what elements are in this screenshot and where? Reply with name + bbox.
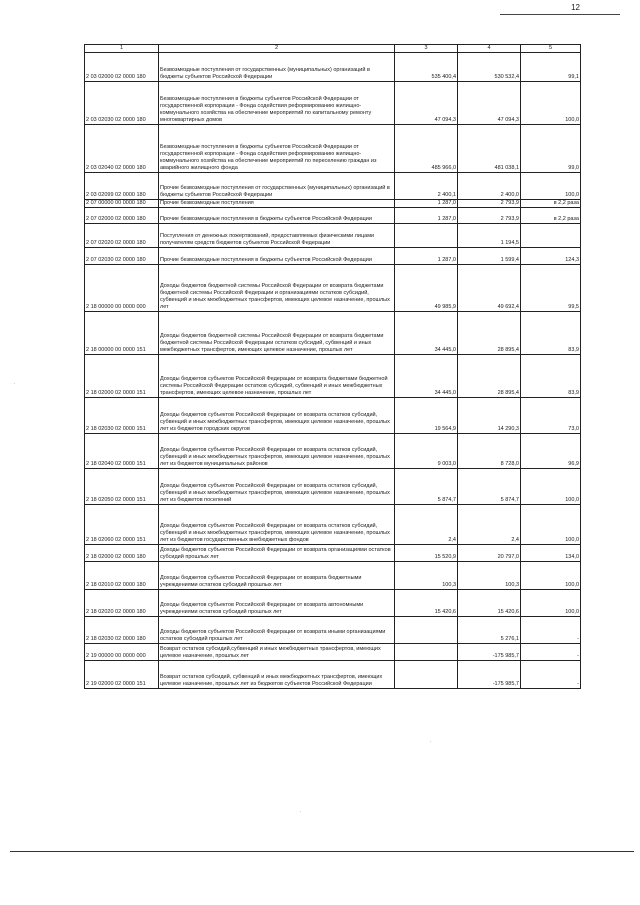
value-col3 [395,644,458,661]
value-col3: 47 094,3 [395,82,458,125]
value-col3: 100,3 [395,562,458,590]
value-col4: 15 420,6 [458,590,521,617]
revenue-name: Прочие безвозмездные поступления в бюджеты субъектов Российской Федерации [159,208,395,224]
value-col3: 19 564,9 [395,398,458,434]
bottom-rule [10,851,634,852]
table-row [85,208,581,224]
revenue-name: Доходы бюджетов субъектов Российской Федерации от возврата остатков субсидий, субвенций и иных межбюджетных трансфертов, имеющих целевое назначение, прошлых лет из бюджетов поселений [159,469,395,505]
value-col3: 5 874,7 [395,469,458,505]
budget-code: 2 03 02000 02 0000 180 [85,53,159,82]
column-header: 3 [395,45,458,53]
revenue-name: Доходы бюджетов субъектов Российской Федерации от возврата иными организациями остатков субсидий прошлых лет [159,617,395,644]
revenue-name: Безвозмездные поступления в бюджеты субъектов Российской Федерации от государственной корпорации - Фонда содействия реформированию жилищно-коммунального хозяйства на обеспечение мероприятий по переселению граждан из аварийного жилищного фонда [159,125,395,173]
value-col4: 2,4 [458,505,521,545]
value-col5: 99,5 [521,265,581,312]
revenue-name: Доходы бюджетов субъектов Российской Федерации от возврата остатков субсидий, субвенций и иных межбюджетных трансфертов, имеющих целевое назначение, прошлых лет из бюджетов муниципальных районов [159,434,395,469]
table-row [85,82,581,125]
value-col3 [395,617,458,644]
value-col4: 2 793,9 [458,208,521,224]
value-col5: - [521,644,581,661]
table-header-row [85,45,581,53]
table-row [85,505,581,545]
table-row [85,545,581,562]
value-col5: 100,0 [521,505,581,545]
column-header: 4 [458,45,521,53]
revenue-name: Доходы бюджетов субъектов Российской Федерации от возврата бюджетами бюджетной системы Российской Федерации остатков субсидий, субвенций и иных межбюджетных трансфертов, имеющих целевое назначение, прошлых лет [159,355,395,398]
value-col5: 83,9 [521,312,581,355]
table-row [85,224,581,248]
table-row [85,661,581,689]
column-header: 1 [85,45,159,53]
budget-code: 2 18 02060 02 0000 151 [85,505,159,545]
budget-code: 2 18 02010 02 0000 180 [85,562,159,590]
revenue-name: Доходы бюджетов субъектов Российской Федерации от возврата бюджетными учреждениями остатков субсидий прошлых лет [159,562,395,590]
value-col4: -175 985,7 [458,661,521,689]
budget-code: 2 18 00000 00 0000 151 [85,312,159,355]
budget-code: 2 07 02000 02 0000 180 [85,208,159,224]
revenue-name: Прочие безвозмездные поступления от государственных (муниципальных) организаций в бюджеты субъектов Российской Федерации [159,173,395,200]
value-col3: 34 445,0 [395,355,458,398]
value-col3: 15 420,6 [395,590,458,617]
value-col3: 34 445,0 [395,312,458,355]
budget-code: 2 03 02040 02 0000 180 [85,125,159,173]
scan-speck: . [14,380,16,386]
top-rule [500,14,620,15]
table-row [85,617,581,644]
table-row [85,469,581,505]
revenue-name: Безвозмездные поступления от государственных (муниципальных) организаций в бюджеты субъектов Российской Федерации [159,53,395,82]
revenue-name: Доходы бюджетов субъектов Российской Федерации от возврата автономными учреждениями остатков субсидий прошлых лет [159,590,395,617]
scan-speck: . [300,808,302,814]
value-col3: 2 400,1 [395,173,458,200]
value-col3: 15 520,9 [395,545,458,562]
value-col4: 530 532,4 [458,53,521,82]
value-col5: 100,0 [521,562,581,590]
budget-code: 2 07 00000 00 0000 180 [85,200,159,208]
revenue-name: Возврат остатков субсидий, субвенций и иных межбюджетных трансфертов, имеющих целевое назначение, прошлых лет из бюджетов субъектов Российской Федерации [159,661,395,689]
table-row [85,355,581,398]
table-row [85,644,581,661]
budget-revenue-table [84,44,581,689]
revenue-name: Доходы бюджетов бюджетной системы Российской Федерации от возврата бюджетами бюджетной системы Российской Федерации остатков субсидий, субвенций и иных межбюджетных трансфертов, имеющих целевое назначение, прошлых лет [159,312,395,355]
table-row [85,200,581,208]
value-col5: - [521,617,581,644]
revenue-name: Прочие безвозмездные поступления в бюджеты субъектов Российской Федерации [159,248,395,265]
value-col5: 100,0 [521,82,581,125]
value-col4: 28 895,4 [458,312,521,355]
revenue-name: Доходы бюджетов бюджетной системы Российской Федерации от возврата бюджетами бюджетной системы Российской Федерации и организациями остатков субсидий, субвенций и иных межбюджетных трансфертов, имеющих целевое назначение, прошлых лет [159,265,395,312]
value-col3: 535 400,4 [395,53,458,82]
budget-code: 2 18 02000 02 0000 180 [85,545,159,562]
value-col4: 28 895,4 [458,355,521,398]
budget-code: 2 18 02030 02 0000 180 [85,617,159,644]
table-row [85,53,581,82]
revenue-name: Возврат остатков субсидий,субвенций и иных межбюджетных трансфертов, имеющих целевое назначение, прошлых лет [159,644,395,661]
value-col5 [521,224,581,248]
value-col3: 9 003,0 [395,434,458,469]
revenue-name: Безвозмездные поступления в бюджеты субъектов Российской Федерации от государственной корпорации - Фонда содействия реформированию жилищно-коммунального хозяйства на обеспечение мероприятий по капитальному ремонту многоквартирных домов [159,82,395,125]
value-col4: 1 599,4 [458,248,521,265]
column-header: 5 [521,45,581,53]
value-col4: 20 797,0 [458,545,521,562]
scan-speck: . [430,738,432,744]
budget-code: 2 18 02020 02 0000 180 [85,590,159,617]
revenue-name: Прочие безвозмездные поступления [159,200,395,208]
table-row [85,173,581,200]
page-number: 12 [571,3,580,12]
budget-code: 2 18 02000 02 0000 151 [85,355,159,398]
budget-code: 2 18 00000 00 0000 000 [85,265,159,312]
budget-code: 2 07 02020 02 0000 180 [85,224,159,248]
revenue-name: Доходы бюджетов субъектов Российской Федерации от возврата остатков субсидий, субвенций и иных межбюджетных трансфертов, имеющих целевое назначение, прошлых лет из бюджетов городских округов [159,398,395,434]
value-col4: 100,3 [458,562,521,590]
value-col5: 100,0 [521,469,581,505]
budget-code: 2 03 02030 02 0000 180 [85,82,159,125]
table-row [85,125,581,173]
table-row [85,434,581,469]
value-col4: 2 400,0 [458,173,521,200]
value-col4: 2 793,9 [458,200,521,208]
table-row [85,562,581,590]
table-row [85,590,581,617]
budget-code: 2 07 02030 02 0000 180 [85,248,159,265]
value-col5: в 2,2 раза [521,200,581,208]
value-col4: 49 692,4 [458,265,521,312]
revenue-name: Доходы бюджетов субъектов Российской Федерации от возврата организациями остатков субсидий прошлых лет [159,545,395,562]
table-row [85,248,581,265]
value-col5: 124,3 [521,248,581,265]
budget-code: 2 19 02000 02 0000 151 [85,661,159,689]
value-col5: в 2,2 раза [521,208,581,224]
value-col3: 1 287,0 [395,208,458,224]
value-col3: 1 287,0 [395,248,458,265]
value-col4: 8 728,0 [458,434,521,469]
table-row [85,265,581,312]
value-col3: 485 966,0 [395,125,458,173]
value-col3: 2,4 [395,505,458,545]
value-col3 [395,661,458,689]
budget-code: 2 18 02030 02 0000 151 [85,398,159,434]
value-col5: - [521,661,581,689]
value-col5: 99,1 [521,53,581,82]
value-col3: 1 287,0 [395,200,458,208]
value-col5: 134,0 [521,545,581,562]
value-col3 [395,224,458,248]
value-col4: 1 194,5 [458,224,521,248]
column-header: 2 [159,45,395,53]
value-col4: -175 985,7 [458,644,521,661]
value-col4: 5 276,1 [458,617,521,644]
budget-code: 2 18 02050 02 0000 151 [85,469,159,505]
revenue-name: Поступления от денежных пожертвований, предоставляемых физическими лицами получателям средств бюджетов субъектов Российской Федерации [159,224,395,248]
value-col4: 5 874,7 [458,469,521,505]
budget-code: 2 03 02099 02 0000 180 [85,173,159,200]
revenue-name: Доходы бюджетов субъектов Российской Федерации от возврата остатков субсидий, субвенций и иных межбюджетных трансфертов, имеющих целевое назначение, прошлых лет из бюджетов государственных внебюджетных фондов [159,505,395,545]
table-row [85,398,581,434]
value-col5: 100,0 [521,590,581,617]
table-row [85,312,581,355]
value-col4: 481 038,1 [458,125,521,173]
value-col5: 99,0 [521,125,581,173]
value-col5: 96,9 [521,434,581,469]
value-col4: 14 290,3 [458,398,521,434]
budget-code: 2 19 00000 00 0000 000 [85,644,159,661]
value-col4: 47 094,3 [458,82,521,125]
value-col3: 49 985,9 [395,265,458,312]
value-col5: 73,0 [521,398,581,434]
budget-code: 2 18 02040 02 0000 151 [85,434,159,469]
value-col5: 100,0 [521,173,581,200]
value-col5: 83,9 [521,355,581,398]
